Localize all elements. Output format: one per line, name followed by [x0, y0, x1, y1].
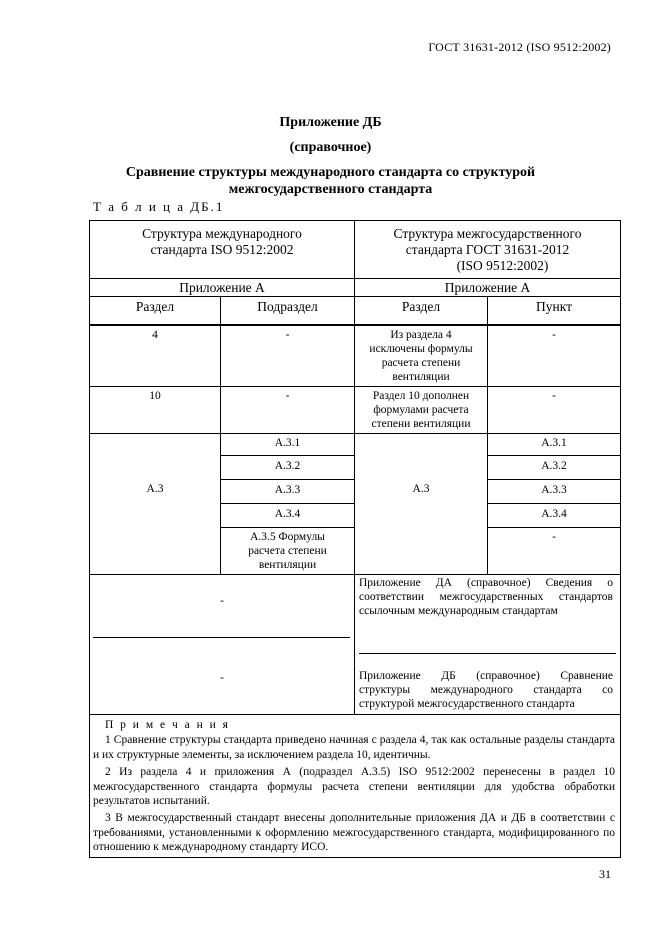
row1-subsection: -: [285, 329, 290, 341]
page-number: 31: [599, 867, 611, 881]
appendix-title: Приложение ДБ: [279, 115, 382, 130]
col-item: Пункт: [535, 299, 572, 314]
notes-heading: П р и м е ч а н и я: [105, 719, 230, 731]
right-appendix-label: Приложение А: [444, 280, 531, 295]
row3-subsection: А.3.3: [274, 484, 301, 496]
row3-subsection: А.3.4: [274, 508, 301, 520]
row1-gost-section: Из раздела 4 исключены формулы расчета степени вентиляции: [369, 329, 473, 383]
note-2: 2 Из раздела 4 и приложения А (подраздел А.3.5) ISO 9512:2002 перенесены в раздел 10 межгосударственного стандарта формулы расчета степени вентиляции для удобства обработки результатов испытаний.: [93, 766, 615, 807]
appendix-type: (справочное): [289, 140, 372, 155]
row3-item: А.3.3: [541, 484, 567, 496]
row5-right-appendix-db: Приложение ДБ (справочное) Сравнение структуры международного стандарта со структурой межгосударственного стандарта: [359, 670, 613, 710]
row3-subsection: А.3.1: [274, 437, 301, 449]
row3-section: А.3: [146, 483, 164, 495]
row3-item: А.3.1: [541, 437, 567, 449]
row4-right-appendix-da: Приложение ДА (справочное) Сведения о соответствии межгосударственных стандартов ссылочным международным стандартам: [359, 577, 613, 617]
row3-gost-section: А.3: [412, 483, 430, 495]
row1-section: 4: [152, 329, 158, 341]
row3-subsection-5: А.3.5 Формулы расчета степени вентиляции: [248, 531, 327, 571]
table-label: Т а б л и ц а ДБ.1: [93, 199, 225, 214]
row2-gost-section: Раздел 10 дополнен формулами расчета степени вентиляции: [371, 390, 471, 430]
row3-subsection: А.3.2: [274, 460, 301, 472]
header-interstate: Структура межгосударственного стандарта ГОСТ 31631-2012 (ISO 9512:2002): [393, 226, 582, 273]
col-section-right: Раздел: [401, 299, 441, 314]
row3-item: -: [552, 531, 556, 543]
row5-left: -: [220, 672, 224, 684]
note-3: 3 В межгосударственный стандарт внесены дополнительные приложения ДА и ДБ в соответствии с требованиями, установленными к оформлению межгосударственного стандарта, модифицированного по отношению к международному стандарту ИСО.: [93, 812, 615, 853]
appendix-heading-line1: Сравнение структуры международного стандарта со структурой: [125, 165, 536, 180]
row3-item: А.3.4: [541, 508, 567, 520]
row2-subsection: -: [285, 390, 290, 402]
left-appendix-label: Приложение А: [179, 280, 265, 295]
col-subsection: Подраздел: [257, 299, 318, 314]
note-1: 1 Сравнение структуры стандарта приведено начиная с раздела 4, так как остальные разделы стандарта и их структурные элементы, за исключением раздела 10, идентичны.: [93, 734, 615, 761]
document-header-code: ГОСТ 31631-2012 (ISO 9512:2002): [428, 40, 611, 54]
row3-item: А.3.2: [541, 460, 567, 472]
header-international: Структура международного стандарта ISO 9512:2002: [142, 226, 302, 257]
row2-item: -: [552, 390, 556, 402]
row4-left: -: [220, 595, 224, 607]
appendix-heading-line2: межгосударственного стандарта: [228, 182, 433, 197]
row2-section: 10: [149, 390, 161, 402]
col-section-left: Раздел: [135, 299, 175, 314]
row1-item: -: [552, 329, 556, 341]
